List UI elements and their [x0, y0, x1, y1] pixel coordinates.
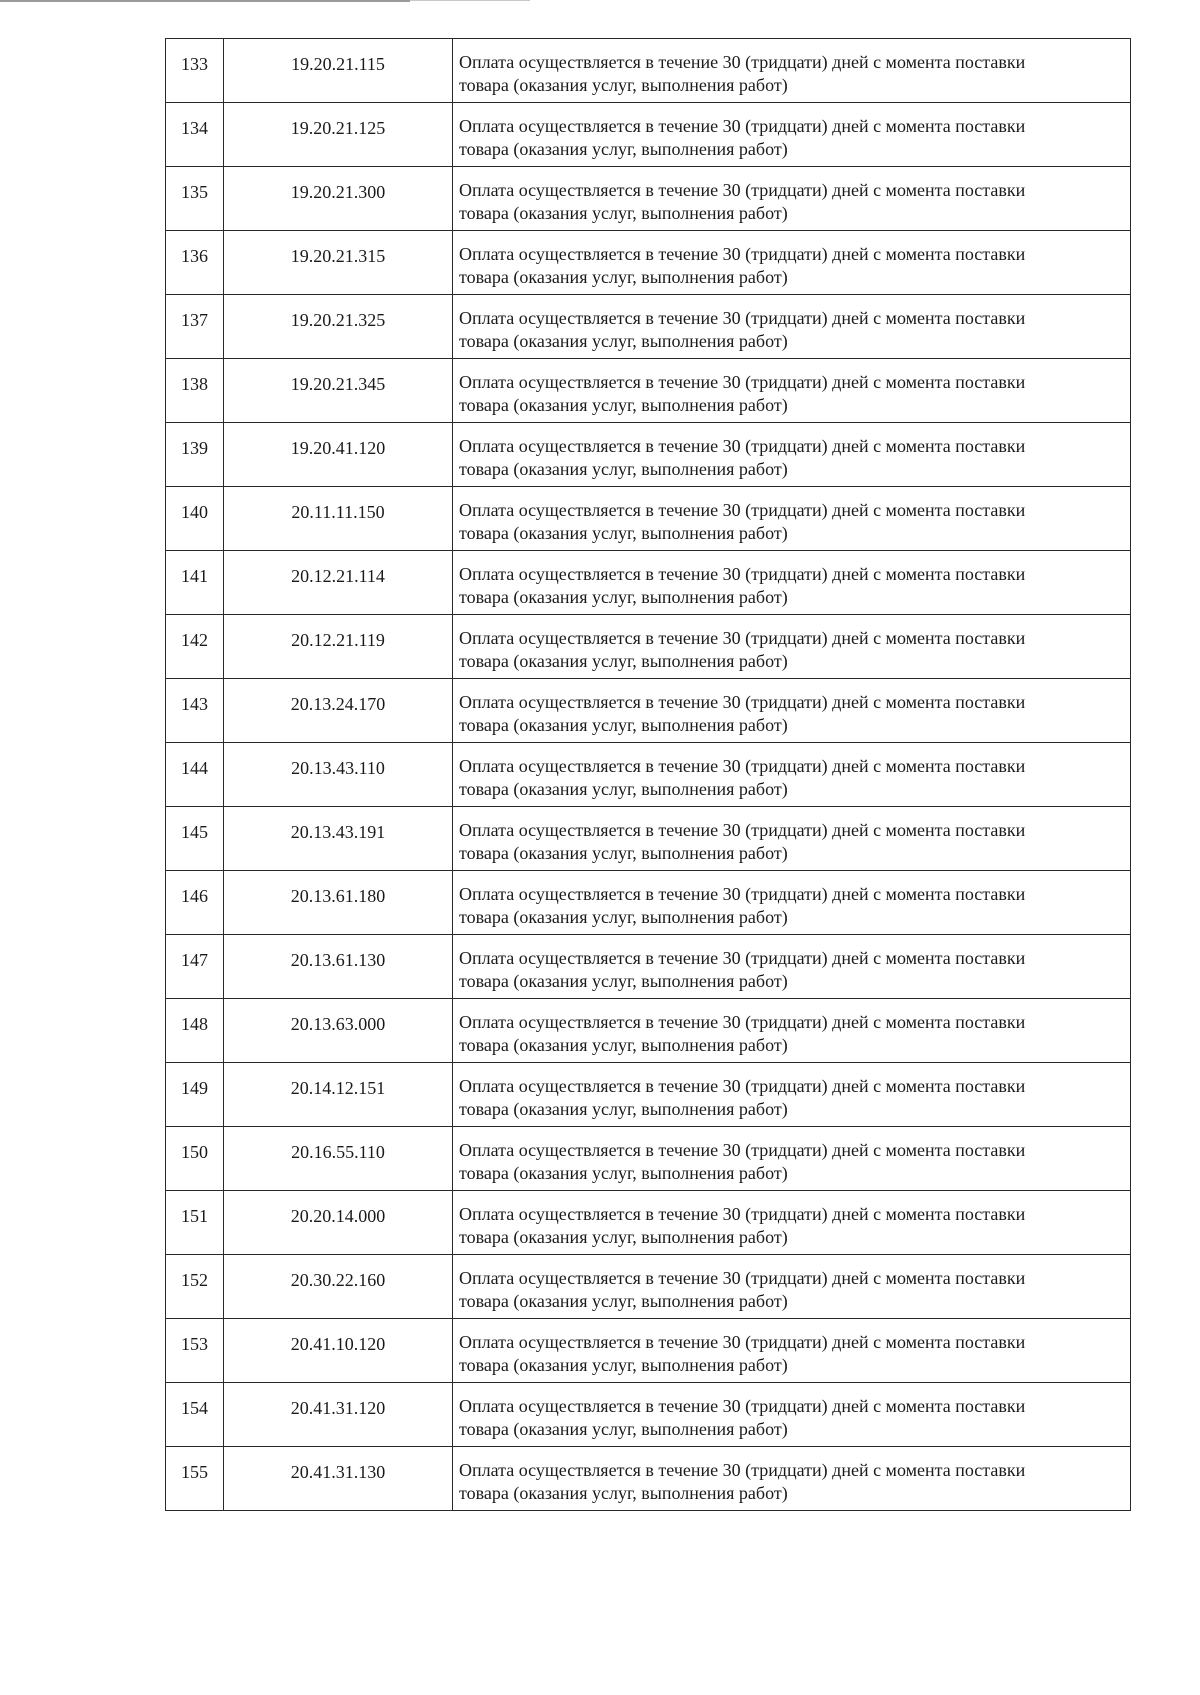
okpd-code: 19.20.21.345	[224, 359, 453, 423]
row-number: 152	[166, 1255, 224, 1319]
scan-edge-mark	[410, 0, 530, 1]
row-number: 141	[166, 551, 224, 615]
table-body	[166, 39, 1131, 1511]
payment-terms-table	[165, 38, 1131, 1511]
payment-condition	[453, 999, 1131, 1063]
table-row	[166, 487, 1131, 551]
row-number: 151	[166, 1191, 224, 1255]
payment-condition	[453, 423, 1131, 487]
table-row	[166, 1127, 1131, 1191]
condition-line-1: Оплата осуществляется в течение 30 (тридцати) дней с момента поставки	[459, 500, 1026, 520]
condition-line-2: товара (оказания услуг, выполнения работ)	[459, 971, 788, 991]
condition-line-1: Оплата осуществляется в течение 30 (тридцати) дней с момента поставки	[459, 1396, 1026, 1416]
table-row	[166, 1255, 1131, 1319]
table-row	[166, 615, 1131, 679]
condition-line-1: Оплата осуществляется в течение 30 (тридцати) дней с момента поставки	[459, 1204, 1026, 1224]
scan-edge-mark	[0, 0, 410, 2]
payment-condition	[453, 167, 1131, 231]
condition-line-2: товара (оказания услуг, выполнения работ)	[459, 523, 788, 543]
okpd-code: 20.11.11.150	[224, 487, 453, 551]
condition-line-2: товара (оказания услуг, выполнения работ)	[459, 139, 788, 159]
payment-condition	[453, 103, 1131, 167]
payment-condition	[453, 1319, 1131, 1383]
okpd-code: 20.13.43.191	[224, 807, 453, 871]
condition-line-2: товара (оказания услуг, выполнения работ)	[459, 395, 788, 415]
okpd-code: 20.13.61.130	[224, 935, 453, 999]
okpd-code: 20.16.55.110	[224, 1127, 453, 1191]
condition-line-2: товара (оказания услуг, выполнения работ)	[459, 843, 788, 863]
row-number: 154	[166, 1383, 224, 1447]
payment-condition	[453, 743, 1131, 807]
okpd-code: 20.41.31.120	[224, 1383, 453, 1447]
row-number: 136	[166, 231, 224, 295]
table-row	[166, 295, 1131, 359]
okpd-code: 20.30.22.160	[224, 1255, 453, 1319]
table-row	[166, 1383, 1131, 1447]
payment-condition	[453, 1063, 1131, 1127]
row-number: 135	[166, 167, 224, 231]
condition-line-2: товара (оказания услуг, выполнения работ)	[459, 715, 788, 735]
condition-line-1: Оплата осуществляется в течение 30 (тридцати) дней с момента поставки	[459, 180, 1026, 200]
row-number: 153	[166, 1319, 224, 1383]
condition-line-1: Оплата осуществляется в течение 30 (тридцати) дней с момента поставки	[459, 820, 1026, 840]
condition-line-1: Оплата осуществляется в течение 30 (тридцати) дней с момента поставки	[459, 1332, 1026, 1352]
table-row	[166, 1319, 1131, 1383]
payment-condition	[453, 1447, 1131, 1511]
payment-condition	[453, 679, 1131, 743]
row-number: 137	[166, 295, 224, 359]
okpd-code: 20.14.12.151	[224, 1063, 453, 1127]
condition-line-1: Оплата осуществляется в течение 30 (тридцати) дней с момента поставки	[459, 1268, 1026, 1288]
condition-line-1: Оплата осуществляется в течение 30 (тридцати) дней с момента поставки	[459, 564, 1026, 584]
condition-line-1: Оплата осуществляется в течение 30 (тридцати) дней с момента поставки	[459, 372, 1026, 392]
payment-condition	[453, 871, 1131, 935]
condition-line-2: товара (оказания услуг, выполнения работ)	[459, 267, 788, 287]
row-number: 146	[166, 871, 224, 935]
condition-line-2: товара (оказания услуг, выполнения работ)	[459, 459, 788, 479]
payment-condition	[453, 615, 1131, 679]
row-number: 148	[166, 999, 224, 1063]
condition-line-2: товара (оказания услуг, выполнения работ)	[459, 587, 788, 607]
condition-line-1: Оплата осуществляется в течение 30 (тридцати) дней с момента поставки	[459, 884, 1026, 904]
payment-condition	[453, 551, 1131, 615]
table-row	[166, 551, 1131, 615]
condition-line-2: товара (оказания услуг, выполнения работ)	[459, 1163, 788, 1183]
condition-line-1: Оплата осуществляется в течение 30 (тридцати) дней с момента поставки	[459, 948, 1026, 968]
payment-condition	[453, 295, 1131, 359]
table-row	[166, 1447, 1131, 1511]
condition-line-2: товара (оказания услуг, выполнения работ)	[459, 1099, 788, 1119]
condition-line-2: товара (оказания услуг, выполнения работ)	[459, 651, 788, 671]
payment-condition	[453, 807, 1131, 871]
condition-line-2: товара (оказания услуг, выполнения работ)	[459, 1227, 788, 1247]
row-number: 142	[166, 615, 224, 679]
payment-condition	[453, 39, 1131, 103]
row-number: 138	[166, 359, 224, 423]
row-number: 155	[166, 1447, 224, 1511]
condition-line-1: Оплата осуществляется в течение 30 (тридцати) дней с момента поставки	[459, 116, 1026, 136]
condition-line-2: товара (оказания услуг, выполнения работ)	[459, 1035, 788, 1055]
table-row	[166, 999, 1131, 1063]
row-number: 150	[166, 1127, 224, 1191]
condition-line-1: Оплата осуществляется в течение 30 (тридцати) дней с момента поставки	[459, 52, 1026, 72]
table-row	[166, 359, 1131, 423]
table-row	[166, 807, 1131, 871]
table-row	[166, 871, 1131, 935]
condition-line-1: Оплата осуществляется в течение 30 (тридцати) дней с момента поставки	[459, 692, 1026, 712]
condition-line-2: товара (оказания услуг, выполнения работ)	[459, 907, 788, 927]
payment-condition	[453, 487, 1131, 551]
payment-condition	[453, 1255, 1131, 1319]
condition-line-1: Оплата осуществляется в течение 30 (тридцати) дней с момента поставки	[459, 1140, 1026, 1160]
payment-condition	[453, 231, 1131, 295]
condition-line-1: Оплата осуществляется в течение 30 (тридцати) дней с момента поставки	[459, 244, 1026, 264]
condition-line-2: товара (оказания услуг, выполнения работ)	[459, 203, 788, 223]
table-row	[166, 423, 1131, 487]
condition-line-2: товара (оказания услуг, выполнения работ)	[459, 1419, 788, 1439]
okpd-code: 20.12.21.114	[224, 551, 453, 615]
table-row	[166, 167, 1131, 231]
row-number: 134	[166, 103, 224, 167]
okpd-code: 19.20.21.125	[224, 103, 453, 167]
condition-line-2: товара (оказания услуг, выполнения работ)	[459, 1483, 788, 1503]
condition-line-2: товара (оказания услуг, выполнения работ)	[459, 1355, 788, 1375]
okpd-code: 19.20.21.115	[224, 39, 453, 103]
condition-line-1: Оплата осуществляется в течение 30 (тридцати) дней с момента поставки	[459, 1012, 1026, 1032]
condition-line-1: Оплата осуществляется в течение 30 (тридцати) дней с момента поставки	[459, 756, 1026, 776]
okpd-code: 20.13.63.000	[224, 999, 453, 1063]
table-row	[166, 679, 1131, 743]
condition-line-2: товара (оказания услуг, выполнения работ)	[459, 331, 788, 351]
table-row	[166, 935, 1131, 999]
row-number: 143	[166, 679, 224, 743]
condition-line-1: Оплата осуществляется в течение 30 (тридцати) дней с момента поставки	[459, 308, 1026, 328]
row-number: 149	[166, 1063, 224, 1127]
okpd-code: 20.13.24.170	[224, 679, 453, 743]
table-row	[166, 231, 1131, 295]
okpd-code: 20.41.10.120	[224, 1319, 453, 1383]
row-number: 139	[166, 423, 224, 487]
row-number: 140	[166, 487, 224, 551]
okpd-code: 19.20.21.315	[224, 231, 453, 295]
okpd-code: 20.12.21.119	[224, 615, 453, 679]
row-number: 133	[166, 39, 224, 103]
okpd-code: 20.13.61.180	[224, 871, 453, 935]
okpd-code: 20.20.14.000	[224, 1191, 453, 1255]
okpd-code: 19.20.21.325	[224, 295, 453, 359]
condition-line-2: товара (оказания услуг, выполнения работ)	[459, 1291, 788, 1311]
condition-line-1: Оплата осуществляется в течение 30 (тридцати) дней с момента поставки	[459, 436, 1026, 456]
table-row	[166, 1063, 1131, 1127]
okpd-code: 19.20.41.120	[224, 423, 453, 487]
condition-line-1: Оплата осуществляется в течение 30 (тридцати) дней с момента поставки	[459, 1076, 1026, 1096]
condition-line-1: Оплата осуществляется в течение 30 (тридцати) дней с момента поставки	[459, 1460, 1026, 1480]
okpd-code: 19.20.21.300	[224, 167, 453, 231]
table-row	[166, 743, 1131, 807]
okpd-code: 20.13.43.110	[224, 743, 453, 807]
table-row	[166, 39, 1131, 103]
row-number: 144	[166, 743, 224, 807]
payment-condition	[453, 1383, 1131, 1447]
row-number: 145	[166, 807, 224, 871]
payment-condition	[453, 1191, 1131, 1255]
condition-line-2: товара (оказания услуг, выполнения работ)	[459, 779, 788, 799]
payment-condition	[453, 935, 1131, 999]
condition-line-1: Оплата осуществляется в течение 30 (тридцати) дней с момента поставки	[459, 628, 1026, 648]
okpd-code: 20.41.31.130	[224, 1447, 453, 1511]
payment-condition	[453, 1127, 1131, 1191]
row-number: 147	[166, 935, 224, 999]
condition-line-2: товара (оказания услуг, выполнения работ)	[459, 75, 788, 95]
table-row	[166, 103, 1131, 167]
table-row	[166, 1191, 1131, 1255]
payment-condition	[453, 359, 1131, 423]
